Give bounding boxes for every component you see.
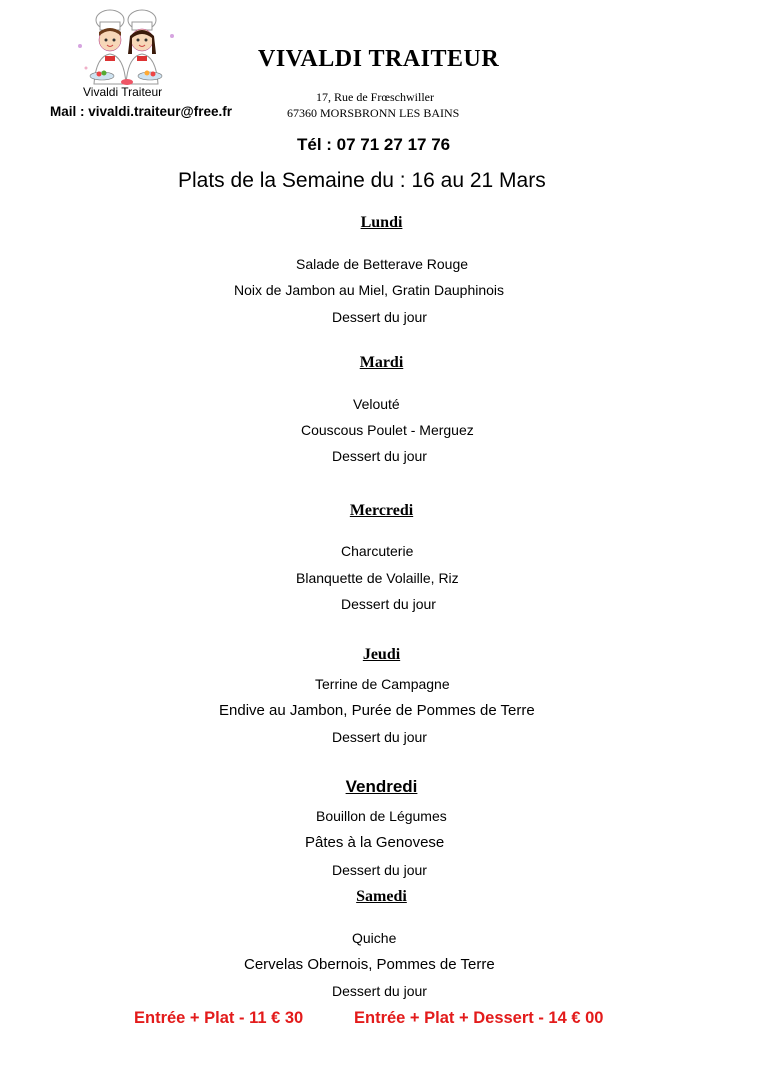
address-line2: 67360 MORSBRONN LES BAINS <box>287 106 460 120</box>
day-heading-jeudi: Jeudi <box>362 646 401 663</box>
company-name: VIVALDI TRAITEUR <box>258 46 500 72</box>
dish-item: Salade de Betterave Rouge <box>296 256 469 272</box>
dish-item: Bouillon de Légumes <box>316 808 447 824</box>
dish-item: Dessert du jour <box>332 729 427 745</box>
dish-item: Blanquette de Volaille, Riz <box>296 570 459 586</box>
address-line1: 17, Rue de Frœschwiller <box>316 90 434 104</box>
price-entree-plat-dessert: Entrée + Plat + Dessert - 14 € 00 <box>354 1009 604 1027</box>
day-heading-mercredi: Mercredi <box>349 502 414 519</box>
dish-item: Dessert du jour <box>332 862 427 878</box>
dish-item: Terrine de Campagne <box>315 676 450 692</box>
dish-item: Cervelas Obernois, Pommes de Terre <box>244 956 495 973</box>
phone-number: Tél : 07 71 27 17 76 <box>297 135 451 154</box>
dish-item: Dessert du jour <box>332 983 427 999</box>
dish-item: Dessert du jour <box>341 596 436 612</box>
dish-item: Dessert du jour <box>332 448 427 464</box>
dish-item: Dessert du jour <box>332 309 427 325</box>
dish-item: Noix de Jambon au Miel, Gratin Dauphinois <box>234 282 505 298</box>
dish-item: Pâtes à la Genovese <box>305 834 445 851</box>
dish-item: Velouté <box>353 396 400 412</box>
logo-caption: Vivaldi Traiteur <box>83 85 163 99</box>
mail-address: Mail : vivaldi.traiteur@free.fr <box>50 104 232 119</box>
dish-item: Endive au Jambon, Purée de Pommes de Terre <box>219 702 535 719</box>
week-title: Plats de la Semaine du : 16 au 21 Mars <box>178 169 546 192</box>
day-heading-lundi: Lundi <box>360 214 403 231</box>
dish-item: Couscous Poulet - Merguez <box>301 422 474 438</box>
day-heading-mardi: Mardi <box>359 354 404 371</box>
price-entree-plat: Entrée + Plat - 11 € 30 <box>134 1009 304 1027</box>
day-heading-samedi: Samedi <box>356 888 407 905</box>
dish-item: Quiche <box>352 930 397 946</box>
day-heading-vendredi: Vendredi <box>345 777 418 796</box>
dish-item: Charcuterie <box>341 543 414 559</box>
